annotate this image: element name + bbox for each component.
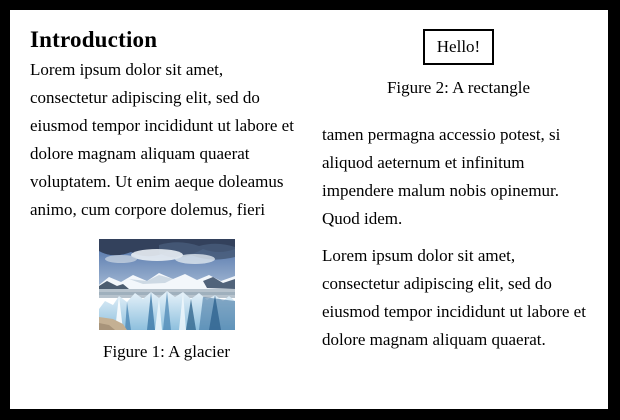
document-page bbox=[10, 10, 608, 409]
section-heading: Introduction bbox=[30, 27, 158, 52]
left-column-paragraph: Lorem ipsum dolor sit amet, consectetur adipiscing elit, sed do eiusmod tempor incididunt ut labore et dolore magnam aliquam quaerat voluptatem. Ut enim aeque doleamus animo, cum corpore dolemus, fieri bbox=[30, 60, 294, 219]
right-column-paragraph-1: tamen permagna accessio potest, si aliquod aeternum et infinitum impendere malum nobis opinemur. Quod idem. bbox=[322, 125, 561, 228]
right-column-paragraph-2: Lorem ipsum dolor sit amet, consectetur adipiscing elit, sed do eiusmod tempor incididunt ut labore et dolore magnam aliquam quaerat. bbox=[322, 246, 586, 349]
hello-rectangle bbox=[423, 29, 494, 65]
hello-rectangle-label: Hello! bbox=[436, 37, 481, 56]
right-column bbox=[322, 24, 595, 409]
figure-2 bbox=[322, 29, 595, 99]
left-column bbox=[30, 24, 303, 409]
figure-1 bbox=[30, 239, 303, 363]
figure-1-caption: Figure 1: A glacier bbox=[102, 342, 230, 361]
glacier-image bbox=[99, 239, 235, 330]
figure-2-caption: Figure 2: A rectangle bbox=[386, 78, 531, 97]
